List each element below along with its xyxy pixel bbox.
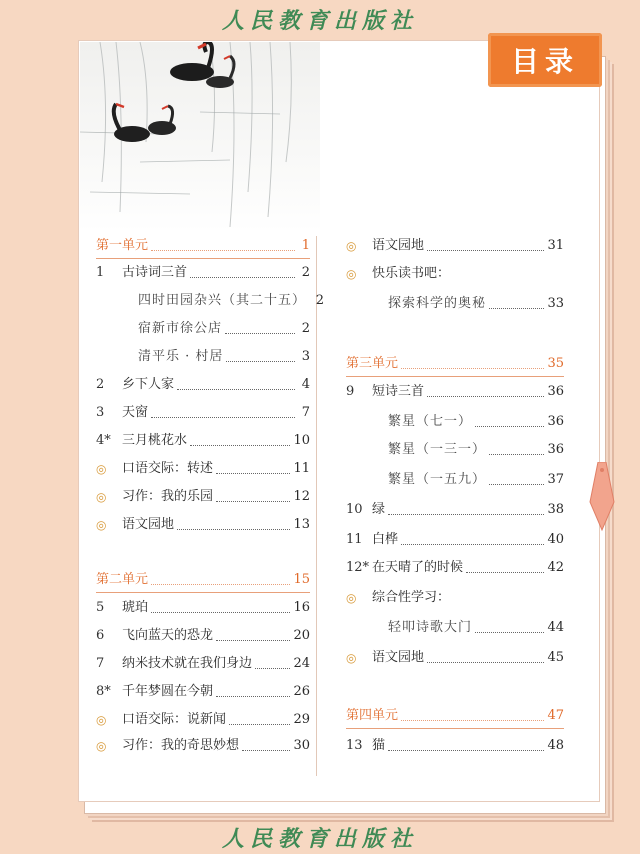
toc-entry[interactable] — [96, 735, 310, 757]
page-number: 7 — [301, 405, 310, 420]
page-number: 11 — [293, 461, 310, 476]
lesson-number: 13 — [346, 738, 363, 753]
entry-title: 宿新市徐公店 — [138, 321, 223, 336]
leader-dots — [427, 662, 544, 663]
circle-bullet-icon: ◎ — [346, 651, 357, 665]
page-number: 36 — [547, 414, 564, 429]
lesson-number: 6 — [96, 628, 105, 643]
entry-title: 短诗三首 — [372, 384, 425, 399]
entry-title: 口语交际：说新闻 — [122, 712, 227, 727]
leader-dots — [427, 250, 544, 251]
lesson-number: 9 — [346, 384, 355, 399]
page-number: 2 — [301, 321, 310, 336]
toc-entry[interactable] — [96, 597, 310, 619]
toc-entry[interactable] — [346, 587, 564, 609]
leader-dots — [401, 368, 544, 369]
circle-bullet-icon: ◎ — [96, 739, 107, 753]
toc-unit-heading[interactable] — [346, 705, 564, 727]
leader-dots — [489, 484, 544, 485]
toc-entry[interactable] — [346, 647, 564, 669]
toc-entry[interactable] — [96, 625, 310, 647]
unit-underline — [96, 592, 310, 593]
entry-title: 三月桃花水 — [122, 433, 188, 448]
page-number: 15 — [293, 572, 310, 587]
toc-entry[interactable] — [346, 499, 564, 521]
entry-title: 语文园地 — [372, 238, 425, 253]
entry-title: 轻叩诗歌大门 — [388, 620, 473, 635]
toc-entry[interactable] — [388, 617, 564, 639]
leader-dots — [475, 426, 544, 427]
entry-title: 习作：我的奇思妙想 — [122, 738, 240, 753]
page-number: 20 — [293, 628, 310, 643]
toc-entry[interactable] — [96, 653, 310, 675]
entry-title: 综合性学习： — [372, 590, 451, 605]
leader-dots — [216, 696, 290, 697]
page-number: 1 — [301, 238, 310, 253]
entry-title: 繁星（七一） — [388, 414, 473, 429]
leader-dots — [489, 454, 544, 455]
page-number: 4 — [301, 377, 310, 392]
page-number: 35 — [547, 356, 564, 371]
leader-dots — [401, 544, 544, 545]
entry-title: 千年梦圆在今朝 — [122, 684, 214, 699]
page-number: 16 — [293, 600, 310, 615]
page-number: 10 — [293, 433, 310, 448]
entry-title: 探索科学的奥秘 — [388, 296, 487, 311]
lesson-number: 4* — [96, 433, 111, 448]
toc-entry[interactable] — [138, 318, 310, 340]
circle-bullet-icon: ◎ — [96, 713, 107, 727]
entry-title: 清平乐 · 村居 — [138, 349, 224, 364]
page-number: 38 — [547, 502, 564, 517]
toc-entry[interactable] — [96, 458, 310, 480]
circle-bullet-icon: ◎ — [346, 239, 357, 253]
page-number: 42 — [547, 560, 564, 575]
entry-title: 语文园地 — [122, 517, 175, 532]
leader-dots — [190, 445, 290, 446]
page-number: 47 — [547, 708, 564, 723]
page-number: 24 — [293, 656, 310, 671]
toc-entry[interactable] — [388, 439, 564, 461]
entry-title: 猫 — [372, 738, 386, 753]
toc-entry[interactable] — [96, 402, 310, 424]
toc-entry[interactable] — [346, 529, 564, 551]
entry-title: 快乐读书吧： — [372, 266, 451, 281]
toc-entry[interactable] — [96, 514, 310, 536]
toc-unit-heading[interactable] — [346, 353, 564, 375]
entry-title: 白桦 — [372, 532, 399, 547]
entry-title: 四时田园杂兴（其二十五） — [138, 293, 307, 308]
lesson-number: 8* — [96, 684, 111, 699]
entry-title: 第四单元 — [346, 708, 399, 723]
publisher-logo-bottom: 人民教育出版社 — [221, 826, 418, 852]
leader-dots — [151, 584, 290, 585]
entry-title: 繁星（一三一） — [388, 442, 487, 457]
swan-painting-icon — [80, 42, 320, 232]
toc-entry[interactable] — [346, 263, 564, 285]
entry-title: 绿 — [372, 502, 386, 517]
circle-bullet-icon: ◎ — [346, 267, 357, 281]
leader-dots — [216, 501, 290, 502]
circle-bullet-icon: ◎ — [96, 462, 107, 476]
unit-underline — [346, 376, 564, 377]
leader-dots — [151, 417, 295, 418]
page-number: 3 — [301, 349, 310, 364]
entry-title: 第三单元 — [346, 356, 399, 371]
toc-entry[interactable] — [96, 681, 310, 703]
toc-entry[interactable] — [346, 557, 564, 579]
circle-bullet-icon: ◎ — [346, 591, 357, 605]
entry-title: 乡下人家 — [122, 377, 175, 392]
circle-bullet-icon: ◎ — [96, 490, 107, 504]
page-number: 48 — [547, 738, 564, 753]
leader-dots — [466, 572, 544, 573]
leader-dots — [216, 473, 290, 474]
entry-title: 在天晴了的时候 — [372, 560, 464, 575]
leader-dots — [388, 514, 544, 515]
page-number: 2 — [315, 293, 325, 308]
publisher-logo-top: 人民教育出版社 — [221, 8, 418, 34]
leader-dots — [225, 333, 295, 334]
toc-entry[interactable] — [346, 735, 564, 757]
toc-entry[interactable] — [138, 290, 325, 312]
bookmark-ribbon-icon — [588, 462, 616, 532]
page-number: 40 — [547, 532, 564, 547]
toc-entry[interactable] — [96, 709, 310, 731]
column-divider — [316, 236, 317, 776]
unit-underline — [96, 258, 310, 259]
entry-title: 繁星（一五九） — [388, 472, 487, 487]
toc-entry[interactable] — [96, 374, 310, 396]
page-number: 33 — [547, 296, 564, 311]
toc-unit-heading[interactable] — [96, 569, 310, 591]
page-number: 29 — [293, 712, 310, 727]
entry-title: 飞向蓝天的恐龙 — [122, 628, 214, 643]
entry-title: 古诗词三首 — [122, 265, 188, 280]
leader-dots — [190, 277, 295, 278]
toc-entry[interactable] — [346, 235, 564, 257]
page-number: 31 — [547, 238, 564, 253]
leader-dots — [177, 529, 290, 530]
lesson-number: 7 — [96, 656, 105, 671]
page-number: 12 — [293, 489, 310, 504]
lesson-number: 2 — [96, 377, 105, 392]
leader-dots — [401, 720, 544, 721]
toc-entry[interactable] — [96, 430, 310, 452]
leader-dots — [226, 361, 295, 362]
leader-dots — [255, 668, 290, 669]
toc-title-tab: 目录 — [488, 33, 602, 87]
page-number: 13 — [293, 517, 310, 532]
entry-title: 第二单元 — [96, 572, 149, 587]
lesson-number: 10 — [346, 502, 363, 517]
lesson-number: 11 — [346, 532, 363, 547]
unit-underline — [346, 728, 564, 729]
lesson-number: 12* — [346, 560, 370, 575]
leader-dots — [151, 250, 295, 251]
toc-entry[interactable] — [388, 469, 564, 491]
leader-dots — [388, 750, 544, 751]
entry-title: 语文园地 — [372, 650, 425, 665]
circle-bullet-icon: ◎ — [96, 518, 107, 532]
page-number: 44 — [547, 620, 564, 635]
toc-entry[interactable] — [346, 381, 564, 403]
entry-title: 纳米技术就在我们身边 — [122, 656, 253, 671]
leader-dots — [427, 396, 544, 397]
page-number: 2 — [301, 265, 310, 280]
page-number: 45 — [547, 650, 564, 665]
lesson-number: 3 — [96, 405, 105, 420]
entry-title: 第一单元 — [96, 238, 149, 253]
page-number: 37 — [547, 472, 564, 487]
toc-entry[interactable] — [96, 262, 310, 284]
entry-title: 习作：我的乐园 — [122, 489, 214, 504]
page-number: 26 — [293, 684, 310, 699]
lesson-number: 1 — [96, 265, 105, 280]
leader-dots — [475, 632, 544, 633]
page-number: 30 — [293, 738, 310, 753]
page-number: 36 — [547, 442, 564, 457]
leader-dots — [489, 308, 544, 309]
leader-dots — [216, 640, 290, 641]
leader-dots — [242, 750, 290, 751]
toc-entry[interactable] — [388, 411, 564, 433]
toc-entry[interactable] — [96, 486, 310, 508]
entry-title: 琥珀 — [122, 600, 149, 615]
entry-title: 天窗 — [122, 405, 149, 420]
entry-title: 口语交际：转述 — [122, 461, 214, 476]
page-number: 36 — [547, 384, 564, 399]
leader-dots — [177, 389, 295, 390]
toc-entry[interactable] — [138, 346, 310, 368]
toc-unit-heading[interactable] — [96, 235, 310, 257]
leader-dots — [229, 724, 290, 725]
lesson-number: 5 — [96, 600, 105, 615]
toc-entry[interactable] — [388, 293, 564, 315]
leader-dots — [151, 612, 290, 613]
swan-pond-illustration — [80, 42, 320, 232]
